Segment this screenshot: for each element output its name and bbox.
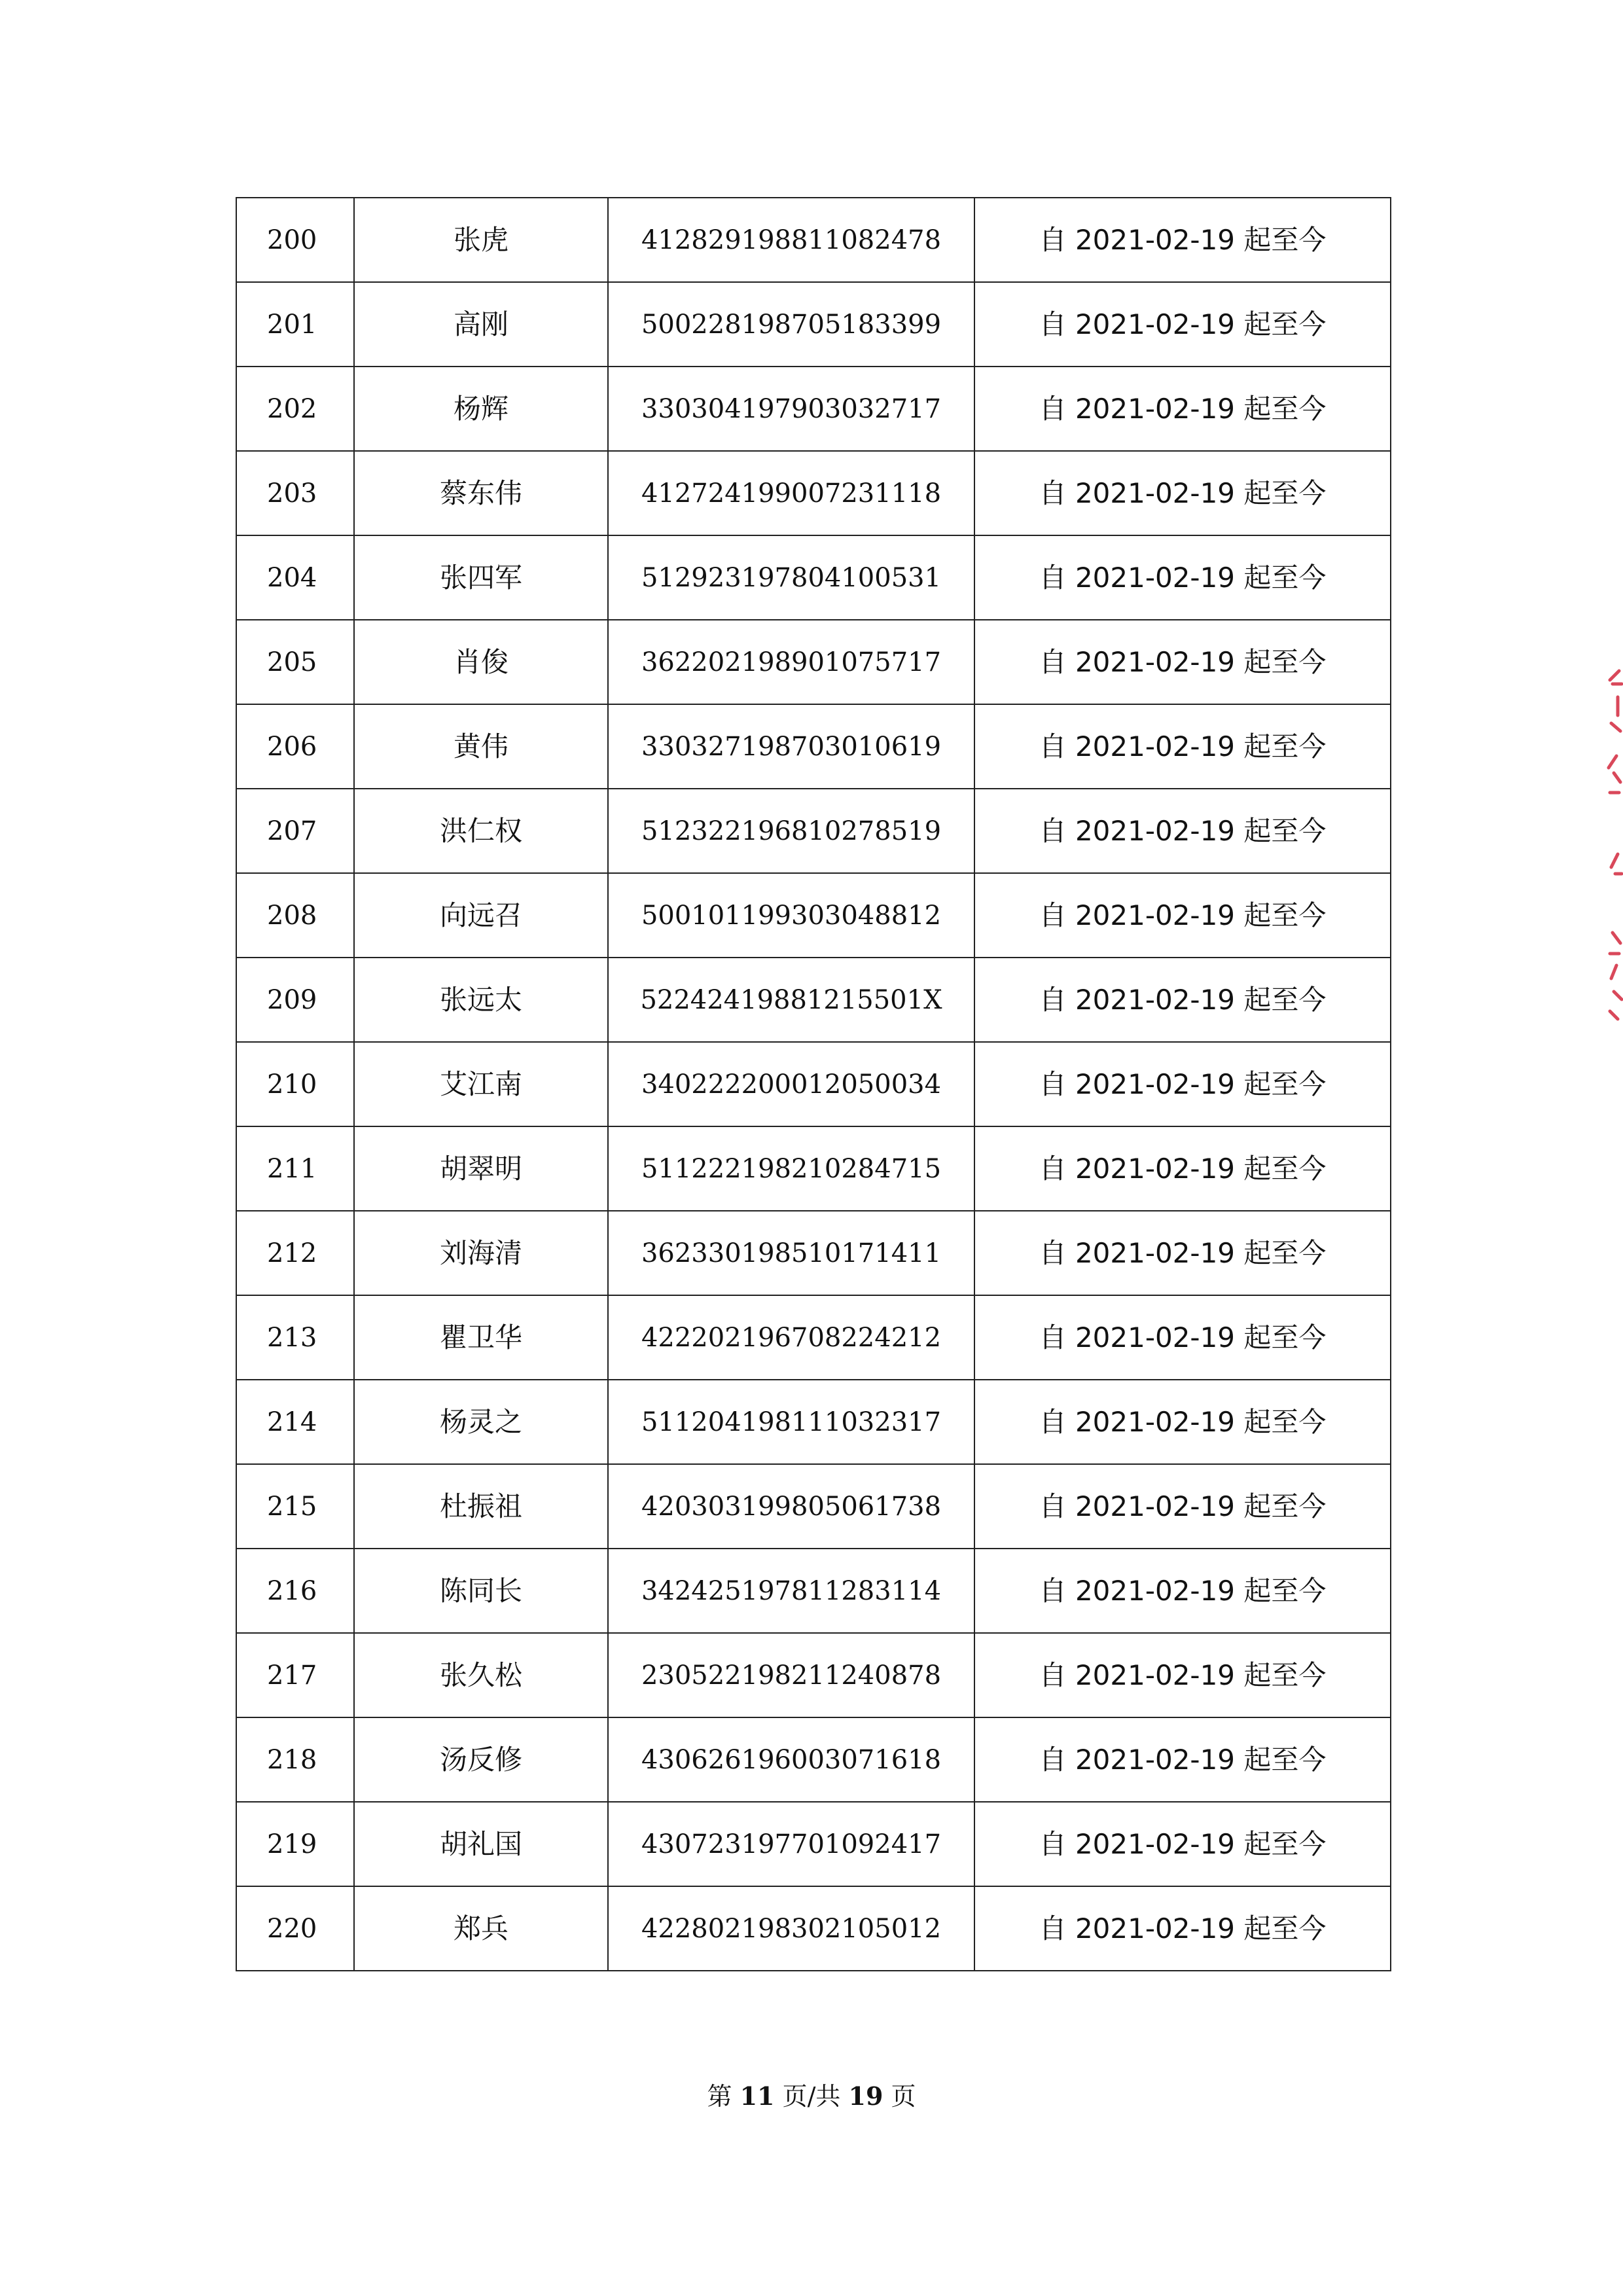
id-number-cell: 52242419881215501X [608,958,974,1042]
period-cell: 自 2021-02-19 起至今 [974,367,1391,451]
row-index-cell: 216 [236,1549,354,1633]
person-name-cell: 洪仁权 [354,789,608,873]
red-seal-fragment [1605,658,1623,1024]
row-index-cell: 215 [236,1464,354,1549]
person-name-cell: 郑兵 [354,1886,608,1971]
person-name-cell: 艾江南 [354,1042,608,1126]
row-index-cell: 218 [236,1717,354,1802]
id-number-cell: 511222198210284715 [608,1126,974,1211]
person-name-cell: 向远召 [354,873,608,958]
table-row [236,1126,1391,1211]
person-name-cell: 张四军 [354,535,608,620]
footer-prefix: 第 [707,2082,732,2111]
person-name-cell: 张远太 [354,958,608,1042]
person-name-cell: 肖俊 [354,620,608,704]
period-cell: 自 2021-02-19 起至今 [974,1717,1391,1802]
table-row [236,1295,1391,1380]
id-number-cell: 511204198111032317 [608,1380,974,1464]
id-number-cell: 430723197701092417 [608,1802,974,1886]
person-name-cell: 汤反修 [354,1717,608,1802]
roster-table [236,197,1391,1971]
id-number-cell: 500228198705183399 [608,282,974,367]
person-name-cell: 张虎 [354,198,608,282]
period-cell: 自 2021-02-19 起至今 [974,282,1391,367]
table-row [236,1886,1391,1971]
id-number-cell: 422802198302105012 [608,1886,974,1971]
table-row [236,1549,1391,1633]
id-number-cell: 362330198510171411 [608,1211,974,1295]
table-row [236,1717,1391,1802]
person-name-cell: 瞿卫华 [354,1295,608,1380]
row-index-cell: 203 [236,451,354,535]
footer-current-page: 11 [740,2081,775,2111]
id-number-cell: 512322196810278519 [608,789,974,873]
footer-middle: 页/共 [782,2082,841,2111]
id-number-cell: 342425197811283114 [608,1549,974,1633]
id-number-cell: 420303199805061738 [608,1464,974,1549]
id-number-cell: 412829198811082478 [608,198,974,282]
period-cell: 自 2021-02-19 起至今 [974,1549,1391,1633]
id-number-cell: 230522198211240878 [608,1633,974,1717]
roster-table-body [236,198,1391,1971]
row-index-cell: 217 [236,1633,354,1717]
person-name-cell: 杨辉 [354,367,608,451]
table-row [236,1042,1391,1126]
page-number-footer [0,2076,1623,2112]
table-row [236,1802,1391,1886]
period-cell: 自 2021-02-19 起至今 [974,1042,1391,1126]
table-row [236,958,1391,1042]
table-row [236,282,1391,367]
id-number-cell: 512923197804100531 [608,535,974,620]
row-index-cell: 210 [236,1042,354,1126]
id-number-cell: 412724199007231118 [608,451,974,535]
person-name-cell: 张久松 [354,1633,608,1717]
footer-suffix: 页 [891,2082,916,2111]
table-row [236,1633,1391,1717]
row-index-cell: 204 [236,535,354,620]
row-index-cell: 200 [236,198,354,282]
table-row [236,620,1391,704]
id-number-cell: 430626196003071618 [608,1717,974,1802]
table-row [236,873,1391,958]
row-index-cell: 202 [236,367,354,451]
id-number-cell: 330304197903032717 [608,367,974,451]
row-index-cell: 208 [236,873,354,958]
period-cell: 自 2021-02-19 起至今 [974,1464,1391,1549]
footer-total-pages: 19 [848,2081,883,2111]
id-number-cell: 362202198901075717 [608,620,974,704]
period-cell: 自 2021-02-19 起至今 [974,451,1391,535]
table-row [236,535,1391,620]
person-name-cell: 刘海清 [354,1211,608,1295]
person-name-cell: 杜振祖 [354,1464,608,1549]
period-cell: 自 2021-02-19 起至今 [974,873,1391,958]
period-cell: 自 2021-02-19 起至今 [974,704,1391,789]
period-cell: 自 2021-02-19 起至今 [974,1633,1391,1717]
id-number-cell: 330327198703010619 [608,704,974,789]
row-index-cell: 205 [236,620,354,704]
row-index-cell: 209 [236,958,354,1042]
id-number-cell: 500101199303048812 [608,873,974,958]
person-name-cell: 黄伟 [354,704,608,789]
row-index-cell: 212 [236,1211,354,1295]
row-index-cell: 213 [236,1295,354,1380]
table-row [236,1380,1391,1464]
row-index-cell: 206 [236,704,354,789]
id-number-cell: 422202196708224212 [608,1295,974,1380]
person-name-cell: 杨灵之 [354,1380,608,1464]
period-cell: 自 2021-02-19 起至今 [974,620,1391,704]
row-index-cell: 201 [236,282,354,367]
row-index-cell: 214 [236,1380,354,1464]
period-cell: 自 2021-02-19 起至今 [974,535,1391,620]
table-row [236,367,1391,451]
period-cell: 自 2021-02-19 起至今 [974,1802,1391,1886]
period-cell: 自 2021-02-19 起至今 [974,198,1391,282]
person-name-cell: 陈同长 [354,1549,608,1633]
row-index-cell: 219 [236,1802,354,1886]
period-cell: 自 2021-02-19 起至今 [974,1211,1391,1295]
period-cell: 自 2021-02-19 起至今 [974,1295,1391,1380]
row-index-cell: 207 [236,789,354,873]
id-number-cell: 340222200012050034 [608,1042,974,1126]
table-row [236,451,1391,535]
table-row [236,1464,1391,1549]
period-cell: 自 2021-02-19 起至今 [974,958,1391,1042]
person-name-cell: 胡翠明 [354,1126,608,1211]
table-row [236,789,1391,873]
row-index-cell: 220 [236,1886,354,1971]
period-cell: 自 2021-02-19 起至今 [974,1380,1391,1464]
row-index-cell: 211 [236,1126,354,1211]
person-name-cell: 胡礼国 [354,1802,608,1886]
table-row [236,1211,1391,1295]
period-cell: 自 2021-02-19 起至今 [974,1886,1391,1971]
person-name-cell: 蔡东伟 [354,451,608,535]
person-name-cell: 高刚 [354,282,608,367]
period-cell: 自 2021-02-19 起至今 [974,1126,1391,1211]
table-row [236,704,1391,789]
period-cell: 自 2021-02-19 起至今 [974,789,1391,873]
table-row [236,198,1391,282]
